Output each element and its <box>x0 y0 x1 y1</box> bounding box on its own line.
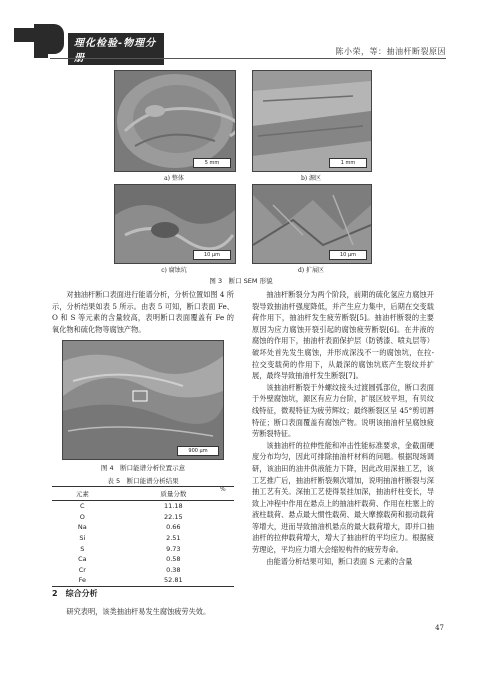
right-p1-text: 抽油杆断裂分为两个阶段，前期的硫化氢应力腐蚀开裂导致抽油杆强度降低，并产生应力集中，后期在交变载荷作用下，抽油杆发生疲劳断裂[5]。抽油杆断裂的主要原因为应力腐蚀开裂引起的腐蚀疲劳断裂[6]。在井液的腐蚀的作用下，抽油杆表面保护层（防锈漆、喷丸层等）破坏处首先发生腐蚀，并形成深浅不一的腐蚀坑，在拉-拉交变载荷的作用下，从最深的腐蚀坑底产生裂纹并扩展，最终导致抽油杆发生断裂[7]。 <box>252 290 434 381</box>
table-row <box>52 554 234 565</box>
section-2-title: 2 综合分析 <box>52 589 98 598</box>
cell-value: 0.38 <box>166 565 181 574</box>
table-row <box>52 565 234 576</box>
scale-bar-c: 10 μm <box>193 250 231 260</box>
scale-bar-eds: 900 μm <box>177 446 219 456</box>
subcaption-b: b) 源区 <box>300 175 322 182</box>
cell-element: O <box>79 512 85 521</box>
table5-caption: 表 5 断口能谱分析结果 <box>107 477 179 485</box>
subcaption-a: a) 整体 <box>164 175 184 182</box>
subcaption-c: c) 腐蚀坑 <box>161 267 187 274</box>
cell-value: 9.73 <box>166 544 181 553</box>
cell-value: 0.58 <box>166 555 181 564</box>
table-row <box>52 522 234 533</box>
figure3-caption: 图 3 断口 SEM 形貌 <box>209 277 273 285</box>
header-rule <box>50 58 446 59</box>
table-header: 元素 <box>52 487 113 501</box>
cell-element: Si <box>79 534 86 543</box>
right-p4-text: 由能谱分析结果可知，断口表面 S 元素的含量 <box>266 556 413 566</box>
logo-block <box>34 50 48 58</box>
cell-value: 0.66 <box>166 523 181 532</box>
scale-bar-a: 5 mm <box>193 158 231 168</box>
table-row <box>52 543 234 554</box>
right-p2-text: 该抽油杆断裂于外螺纹接头过渡圆弧部位，断口表面于外壁腐蚀坑，源区有应力台阶，扩展区较平坦，有贝纹线特征，微观特征为疲劳辉纹；最终断裂区呈 45°剪切唇特征；断口表面覆盖有腐蚀产物。说明该抽油杆呈腐蚀疲劳断裂特征。 <box>252 382 434 439</box>
cell-value: 11.18 <box>164 502 183 511</box>
sem-photo-b <box>252 70 372 172</box>
cell-element: Na <box>77 523 87 532</box>
cell-value: 52.81 <box>113 575 234 586</box>
left-p1-text: 对抽油杆断口表面进行能谱分析，分析位置如图 4 所示，分析结果如表 5 所示。由表 5 可知，断口表面 Fe、O 和 S 等元素的含量较高，表明断口表面覆盖有 Fe 的氧化物和硫化物等腐蚀产物。 <box>52 290 234 334</box>
table-row <box>52 533 234 544</box>
running-title: 陈小荣，等：抽油杆断裂原因 <box>335 47 446 56</box>
sem-photo-d <box>252 184 372 264</box>
section-2 <box>52 588 234 617</box>
cell-value: 2.51 <box>166 534 181 543</box>
figure4-caption: 图 4 断口能谱分析位置示意 <box>100 464 186 472</box>
right-p3-text: 该抽油杆的拉伸性能和冲击性能标准要求，金截面硬度分布均匀，因此可排除抽油杆材料的问题。根据现场调研，该油田的油井供液能力下降，因此改用深抽工艺，该工艺推广后，抽油杆断裂频次增加，说明抽油杆断裂与深抽工艺有关。深抽工艺使得泵挂加深，抽油杆柱变长，导致上冲程中作用在悬点上的抽油杆载荷、作用在柱塞上的液柱载荷、悬点最大惯性载荷、最大摩擦载荷和振动载荷等增大，进而导致抽油机悬点的最大载荷增大，即并口抽油杆的拉伸载荷增大，增大了抽油杆的平均应力。根据疲劳理论，平均应力增大会缩短构件的疲劳寿命。 <box>252 440 434 555</box>
cell-element: C <box>80 502 85 511</box>
eds-photo <box>62 340 224 460</box>
table5 <box>52 486 234 587</box>
table-row <box>52 512 234 523</box>
sem-photo-c <box>114 184 236 264</box>
cell-element: S <box>80 544 85 553</box>
journal-name: 理化检验-物理分册 <box>68 33 164 65</box>
table-header: 质量分数 <box>113 487 234 501</box>
page-number: 47 <box>435 624 444 632</box>
cell-element: Ca <box>78 555 87 564</box>
section-2-text: 研究表明，该类抽油杆易发生腐蚀疲劳失效。 <box>66 606 211 616</box>
cell-element: Cr <box>78 565 86 574</box>
scale-bar-d: 10 μm <box>329 250 367 260</box>
sem-photo-a <box>114 70 236 172</box>
cell-value: 22.15 <box>164 512 183 521</box>
scale-bar-b: 1 mm <box>329 158 367 168</box>
table-row <box>52 501 234 512</box>
table-row <box>52 575 234 586</box>
right-column <box>252 289 434 567</box>
subcaption-d: d) 扩展区 <box>297 267 325 274</box>
left-paragraph-1 <box>52 289 234 335</box>
journal-logo <box>14 24 164 64</box>
cell-element: Fe <box>52 575 113 586</box>
table5-unit: % <box>220 486 226 493</box>
